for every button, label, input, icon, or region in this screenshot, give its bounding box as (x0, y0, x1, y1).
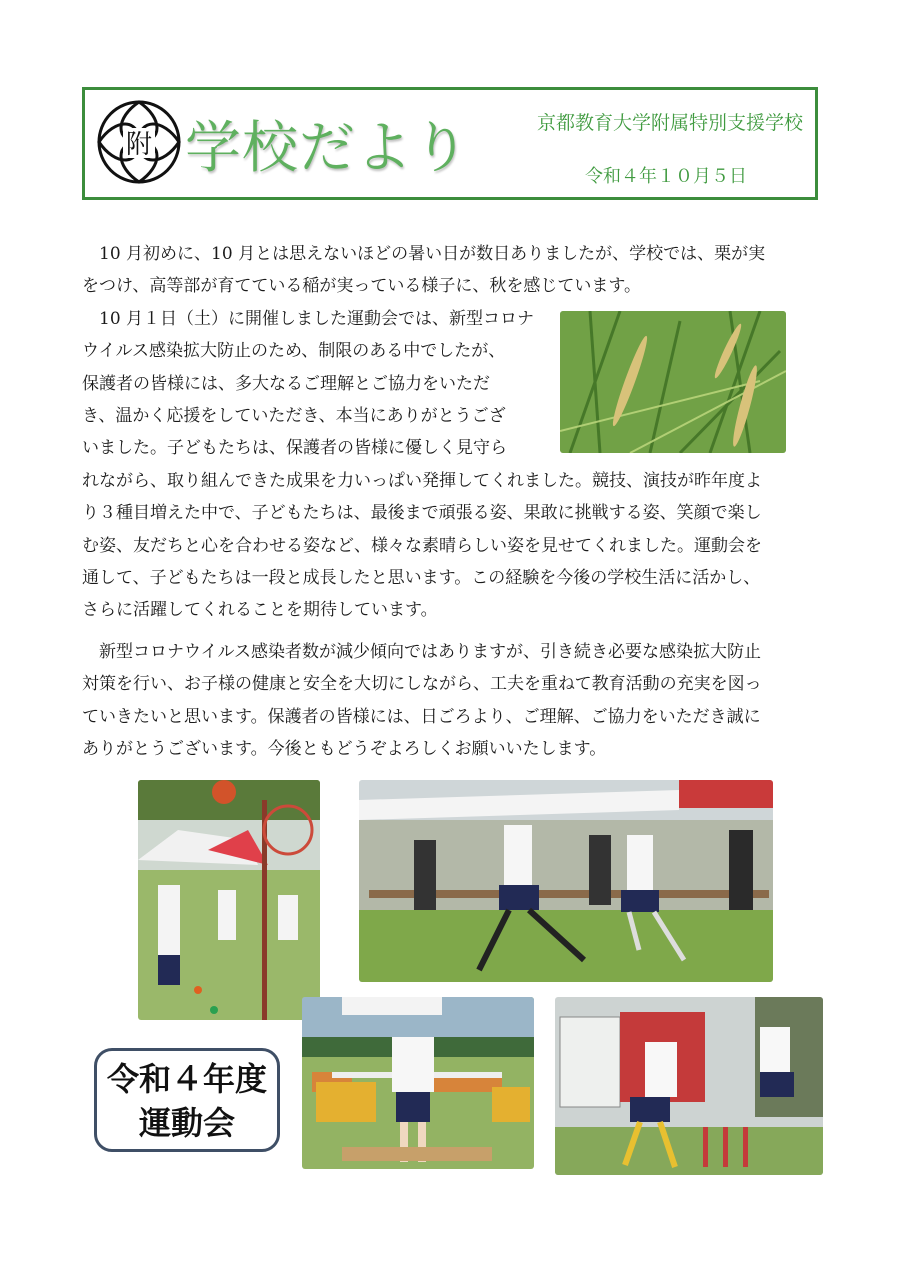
badge-line-2: 運動会 (138, 1104, 235, 1142)
badge-line-1: 令和４年度 (106, 1060, 267, 1098)
text-line: り３種目増えた中で、子どもたちは、最後まで頑張る姿、果敢に挑戦する姿、笑顔で楽し (82, 503, 762, 524)
text-line: 10 月初めに、10 月とは思えないほどの暑い日が数日ありましたが、学校では、栗が実 (82, 244, 766, 264)
hurdle-race-photo (555, 997, 823, 1175)
text-line: ありがとうございます。今後ともどうぞよろしくお願いいたします。 (82, 738, 607, 759)
text-line: 保護者の皆様には、多大なるご理解とご協力をいただ (82, 373, 490, 394)
text-line: 通して、子どもたちは一段と成長したと思います。この経験を今後の学校生活に活かし、 (82, 567, 761, 588)
paragraph-2-wrapped (82, 303, 534, 464)
school-name: 京都教育大学附属特別支援学校 (536, 112, 803, 134)
text-line: をつけ、高等部が育てている稲が実っている様子に、秋を感じています。 (82, 276, 641, 297)
running-race-photo (359, 780, 773, 982)
text-line: ウイルス感染拡大防止のため、制限のある中でしたが、 (82, 341, 506, 362)
sports-day-badge (94, 1048, 280, 1152)
text-line: れながら、取り組んできた成果を力いっぱい発揮してくれました。競技、演技が昨年度よ (82, 471, 762, 491)
school-emblem-icon (95, 98, 183, 186)
paragraph-1 (82, 238, 765, 303)
balance-beam-photo (302, 997, 534, 1169)
newsletter-title: 学校だより (185, 116, 470, 181)
text-line: 新型コロナウイルス感染者数が減少傾向ではありますが、引き続き必要な感染拡大防止 (82, 642, 761, 662)
text-line: き、温かく応援をしていただき、本当にありがとうござ (82, 405, 506, 426)
rice-photo (560, 311, 786, 453)
newsletter-header (82, 87, 818, 200)
text-line: 10 月１日（土）に開催しました運動会では、新型コロナ (82, 309, 535, 329)
text-line: さらに活躍してくれることを期待しています。 (82, 600, 438, 621)
text-line: ていきたいと思います。保護者の皆様には、日ごろより、ご理解、ご協力をいただき誠に (82, 706, 761, 727)
paragraph-2-full (82, 465, 762, 626)
text-line: む姿、友だちと心を合わせる姿など、様々な素晴らしい姿を見せてくれました。運動会を (82, 535, 762, 556)
paragraph-3 (82, 636, 762, 765)
text-line: いました。子どもたちは、保護者の皆様に優しく見守ら (82, 438, 507, 459)
text-line: 対策を行い、お子様の健康と安全を大切にしながら、工夫を重ねて教育活動の充実を図っ (82, 674, 762, 695)
issue-date: 令和４年１０月５日 (585, 166, 747, 187)
basketball-photo (138, 780, 320, 1020)
emblem-char: 附 (125, 130, 153, 160)
